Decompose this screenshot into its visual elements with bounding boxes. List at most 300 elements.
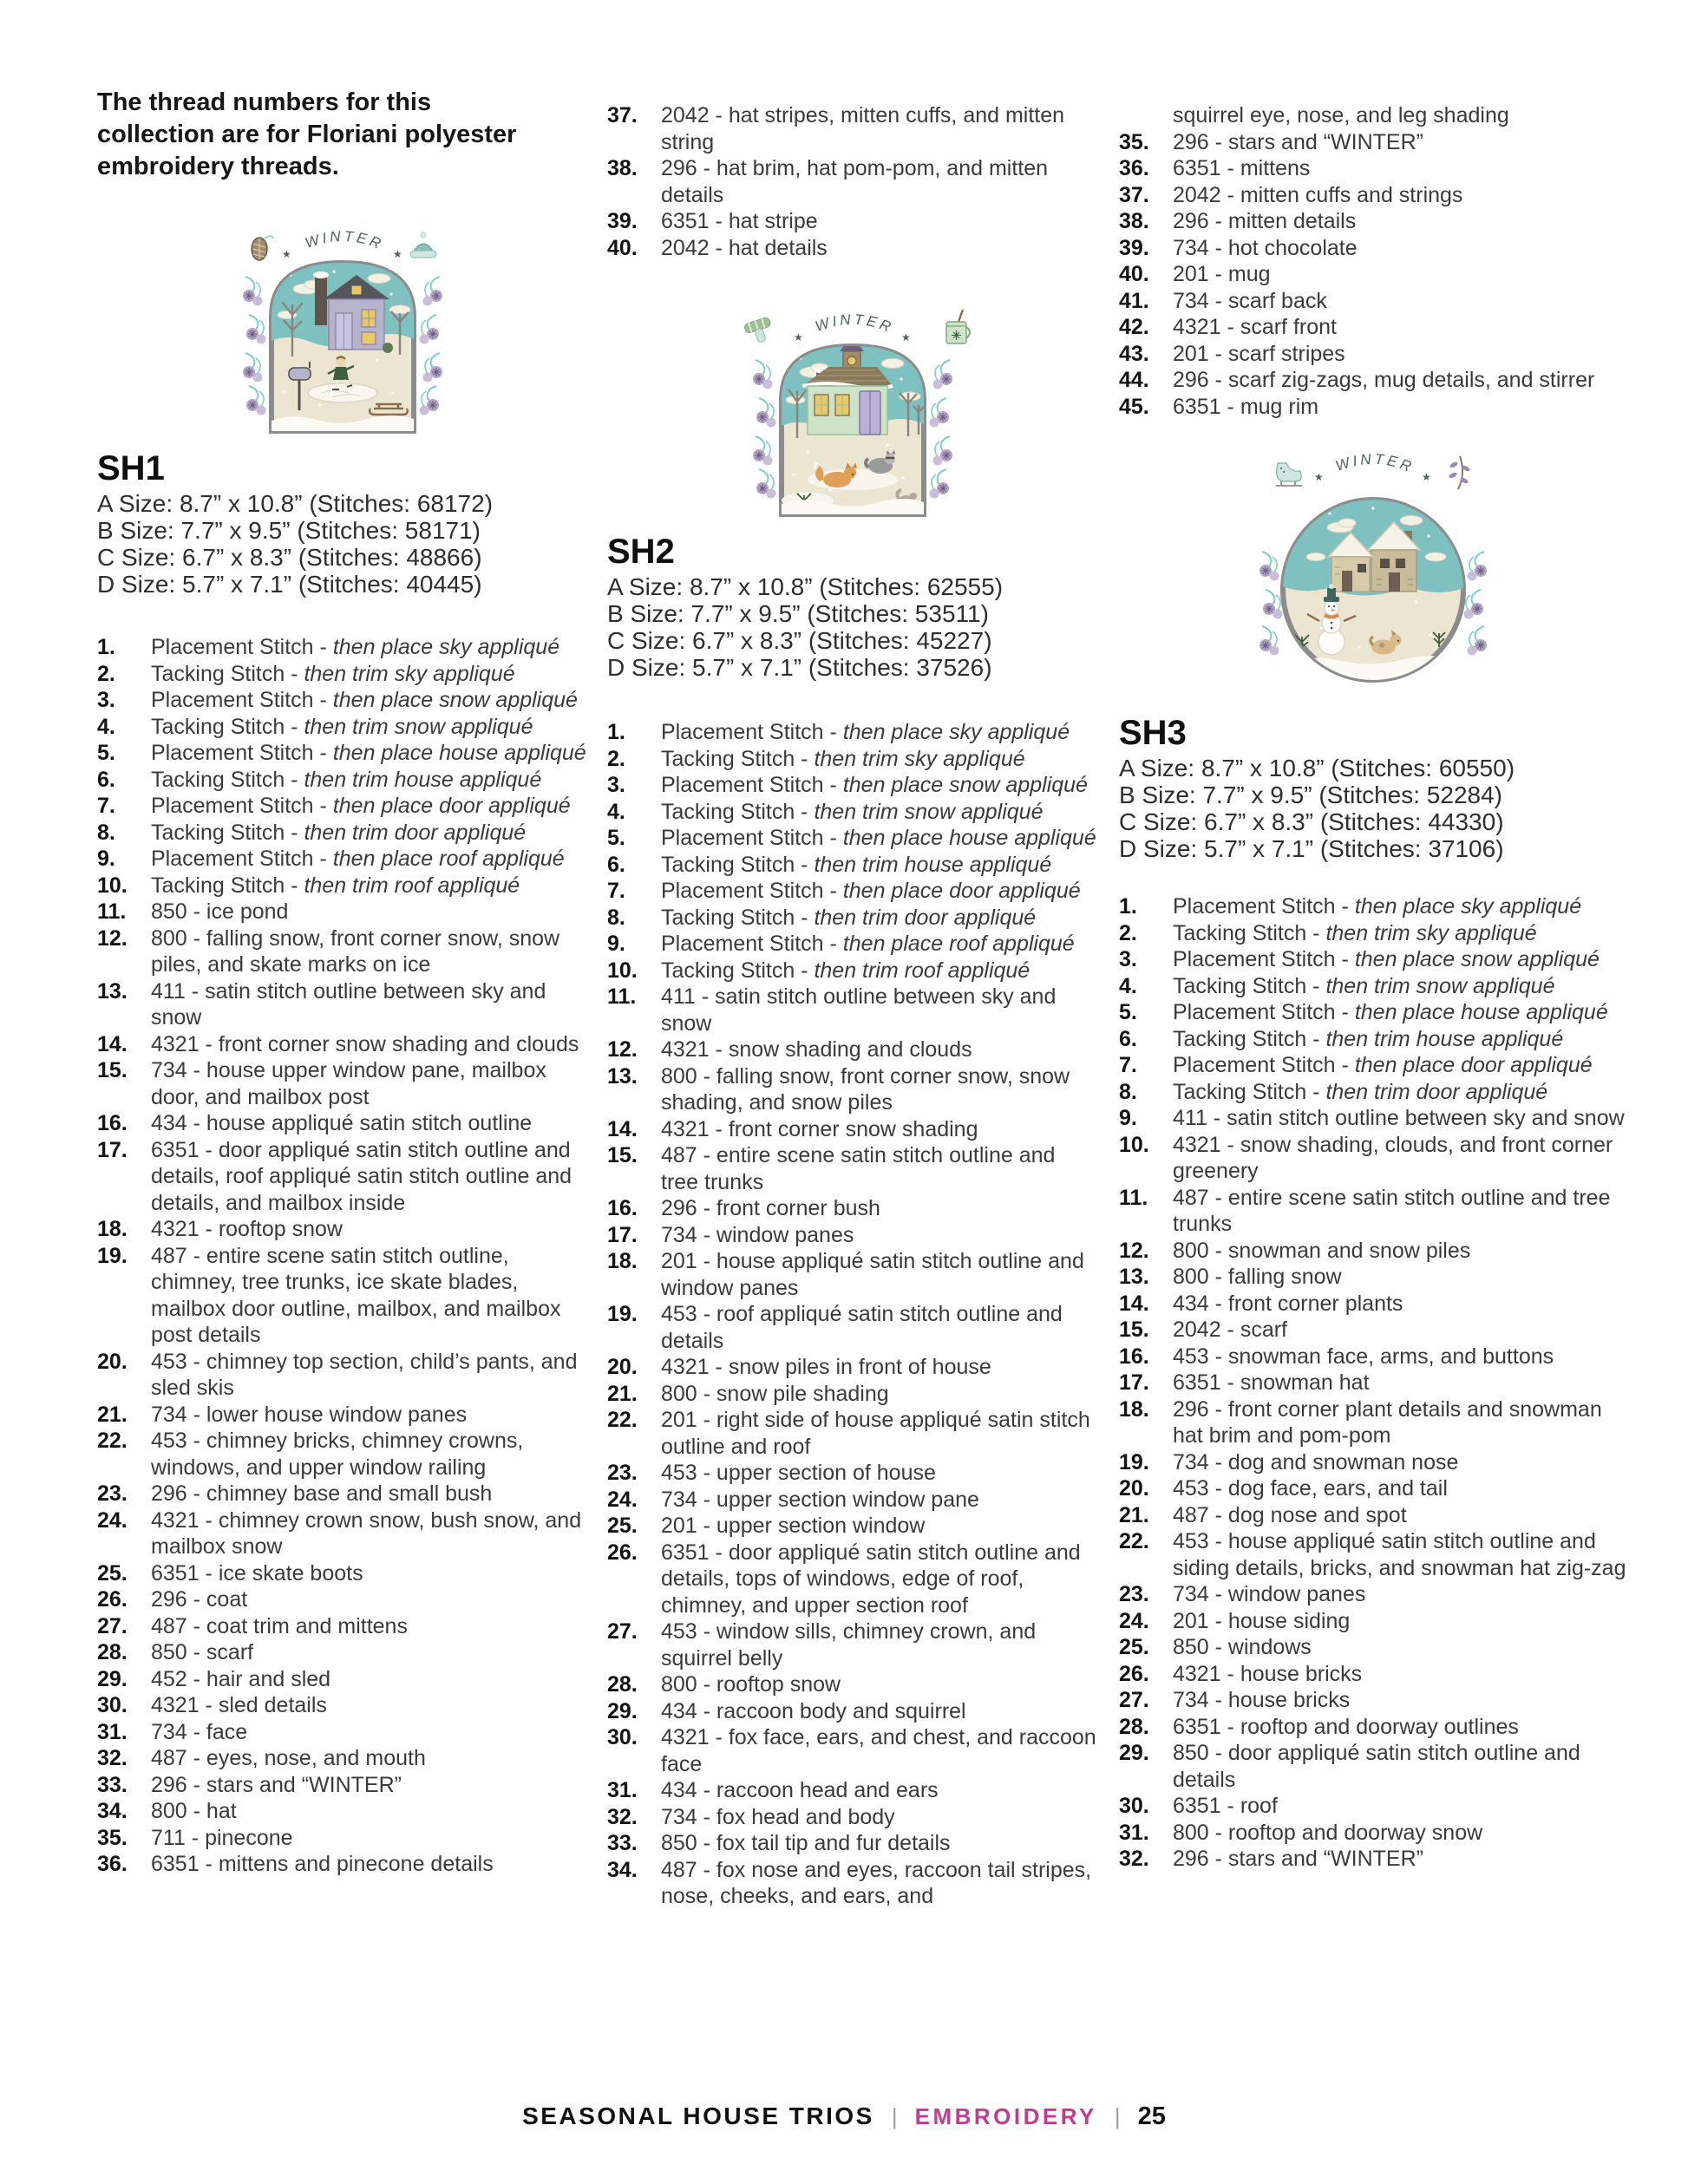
- step-text: 734 - house upper window pane, mailbox door, and mailbox post: [151, 1058, 546, 1109]
- list-item: [97, 925, 588, 978]
- step-number: 1.: [607, 720, 625, 744]
- list-item: [607, 825, 1098, 852]
- sh2-title: SH2: [607, 533, 675, 571]
- winter-arc-label: WINTER: [303, 227, 386, 253]
- hat-icon: [410, 232, 436, 258]
- step-number: 32.: [1119, 1847, 1149, 1871]
- step-number: 10.: [607, 958, 638, 983]
- step-number: 21.: [607, 1381, 638, 1406]
- chimney: [315, 275, 327, 325]
- step-text: Tacking Stitch - then trim snow appliqué: [151, 714, 533, 739]
- step-number: 25.: [607, 1514, 638, 1538]
- list-item: [607, 852, 1098, 879]
- step-text: 434 - front corner plants: [1173, 1291, 1403, 1316]
- step-text: 2042 - mitten cuffs and strings: [1173, 182, 1463, 207]
- step-text: 453 - dog face, ears, and tail: [1173, 1476, 1448, 1501]
- list-item: [97, 793, 588, 820]
- step-text: Tacking Stitch - then trim door appliqué: [151, 820, 527, 845]
- list-item: [97, 1586, 588, 1613]
- list-item: [97, 1613, 588, 1640]
- list-item: [1119, 1820, 1627, 1847]
- bush: [383, 343, 393, 353]
- star-icon: ★: [282, 248, 291, 260]
- step-number: 30.: [607, 1725, 638, 1749]
- step-number: 43.: [1119, 341, 1149, 366]
- step-number: 3.: [607, 773, 625, 797]
- list-item: [1119, 946, 1627, 973]
- step-number: 4.: [1119, 973, 1137, 998]
- step-number: 31.: [607, 1778, 638, 1802]
- step-number: 12.: [97, 925, 128, 951]
- step-text: 453 - roof appliqué satin stitch outline and details: [661, 1302, 1063, 1353]
- list-item: [1119, 893, 1627, 920]
- list-item: [607, 1354, 1098, 1381]
- step-text: 296 - hat brim, hat pom-pom, and mitten details: [661, 156, 1049, 207]
- step-text: 487 - entire scene satin stitch outline and tree trunks: [1173, 1185, 1611, 1236]
- list-item: [607, 1804, 1098, 1831]
- step-number: 20.: [607, 1355, 638, 1379]
- step-text: Placement Stitch - then place door appliqué: [151, 794, 571, 818]
- step-text: 4321 - sled details: [151, 1693, 327, 1717]
- column-middle: [607, 0, 1098, 1910]
- step-text: 6351 - rooftop and doorway outlines: [1173, 1714, 1519, 1739]
- door: [1342, 571, 1352, 592]
- step-number: 7.: [1119, 1053, 1137, 1077]
- step-text: 6351 - mug rim: [1173, 394, 1319, 419]
- step-text: 734 - lower house window panes: [151, 1402, 468, 1427]
- step-number: 27.: [1119, 1688, 1149, 1712]
- window: [362, 332, 376, 344]
- step-text: 6351 - door appliqué satin stitch outline and details, roof appliqué satin stitch outline and details, and mailbox inside: [151, 1137, 572, 1215]
- step-text: 4321 - snow shading and clouds: [661, 1037, 972, 1062]
- window: [1380, 559, 1390, 568]
- step-text: 453 - upper section of house: [661, 1461, 936, 1485]
- step-number: 5.: [607, 826, 625, 850]
- page-footer: [0, 2102, 1688, 2131]
- star-icon: ★: [1314, 471, 1324, 483]
- step-number: 15.: [607, 1143, 638, 1167]
- step-number: 22.: [97, 1429, 128, 1453]
- list-item: [1119, 1291, 1627, 1318]
- size-line: C Size: 6.7” x 8.3” (Stitches: 45227): [607, 627, 992, 654]
- step-number: 24.: [607, 1487, 638, 1512]
- step-text: 734 - face: [151, 1719, 248, 1744]
- step-text: Placement Stitch - then place roof appliqué: [151, 847, 565, 871]
- step-number: 39.: [607, 209, 638, 233]
- list-item: [1119, 341, 1627, 368]
- step-text: 296 - stars and “WINTER”: [151, 1772, 402, 1797]
- step-text: 4321 - fox face, ears, and chest, and raccoon face: [661, 1725, 1096, 1776]
- step-number: 9.: [607, 932, 625, 956]
- sh3-embroidery-image: [1119, 441, 1627, 701]
- step-text: 2042 - hat details: [661, 235, 828, 260]
- step-text: 201 - right side of house appliqué satin stitch outline and roof: [661, 1408, 1090, 1459]
- list-item: [1119, 1344, 1627, 1370]
- step-number: 20.: [1119, 1476, 1149, 1501]
- step-number: 36.: [97, 1852, 128, 1876]
- list-item: [97, 661, 588, 688]
- step-number: 45.: [1119, 394, 1149, 419]
- step-text: 800 - rooftop snow: [661, 1672, 841, 1697]
- list-item: [607, 1222, 1098, 1249]
- step-number: 12.: [607, 1037, 638, 1062]
- step-text: 4321 - chimney crown snow, bush snow, and mailbox snow: [151, 1507, 582, 1559]
- step-number: 13.: [97, 978, 128, 1004]
- step-text: 296 - stars and “WINTER”: [1173, 129, 1423, 154]
- sh1-sizes: [97, 490, 588, 598]
- step-text: 6351 - mittens and pinecone details: [151, 1852, 494, 1876]
- step-number: 33.: [97, 1772, 128, 1797]
- step-text: 734 - fox head and body: [661, 1804, 895, 1829]
- step-text: 800 - falling snow, front corner snow, snow shading, and snow piles: [661, 1063, 1070, 1115]
- step-number: 17.: [97, 1137, 128, 1162]
- step-text: 453 - chimney bricks, chimney crowns, windows, and upper window railing: [151, 1429, 524, 1480]
- list-item: [1119, 394, 1627, 421]
- list-item: [607, 772, 1098, 799]
- step-number: 14.: [607, 1116, 638, 1141]
- step-text: 800 - falling snow: [1173, 1265, 1342, 1289]
- clock: [847, 356, 856, 365]
- step-text: 434 - raccoon body and squirrel: [661, 1698, 966, 1723]
- list-item: [607, 1487, 1098, 1514]
- step-number: 18.: [97, 1217, 128, 1241]
- step-text: 4321 - snow shading, clouds, and front corner greenery: [1173, 1132, 1613, 1183]
- list-item: [607, 1381, 1098, 1408]
- list-item: [607, 1036, 1098, 1063]
- step-text: 434 - raccoon head and ears: [661, 1778, 939, 1802]
- step-number: 2.: [1119, 920, 1137, 945]
- step-number: 16.: [1119, 1344, 1149, 1369]
- step-number: 16.: [607, 1196, 638, 1220]
- list-item: [607, 1301, 1098, 1354]
- step-number: 19.: [97, 1243, 128, 1268]
- step-text: 4321 - rooftop snow: [151, 1217, 343, 1241]
- list-item: [1119, 999, 1627, 1026]
- list-item: [97, 978, 588, 1031]
- list-item: [97, 1031, 588, 1058]
- step-text: Placement Stitch - then place house appliqué: [661, 826, 1096, 850]
- list-item: [607, 1698, 1098, 1725]
- step-text: 4321 - snow piles in front of house: [661, 1355, 991, 1379]
- list-item: [607, 878, 1098, 905]
- intro-line: embroidery threads.: [97, 153, 339, 180]
- step-number: 32.: [607, 1804, 638, 1829]
- step-text: 296 - mitten details: [1173, 209, 1357, 233]
- step-number: 17.: [607, 1222, 638, 1247]
- sh2-embroidery-image: [607, 296, 1098, 520]
- step-number: 27.: [607, 1619, 638, 1644]
- step-text: 296 - chimney base and small bush: [151, 1481, 493, 1506]
- step-number: 25.: [1119, 1635, 1149, 1659]
- step-number: 6.: [97, 767, 115, 792]
- step-text: 800 - snowman and snow piles: [1173, 1238, 1471, 1263]
- list-item: [97, 1243, 588, 1349]
- step-text: Placement Stitch - then place house appliqué: [151, 741, 586, 765]
- list-item: [607, 1142, 1098, 1195]
- step-number: 36.: [1119, 156, 1149, 180]
- step-text: 453 - window sills, chimney crown, and squirrel belly: [661, 1619, 1037, 1671]
- list-item: [1119, 1475, 1627, 1502]
- step-text: 6351 - snowman hat: [1173, 1370, 1370, 1395]
- step-number: 5.: [1119, 1000, 1137, 1024]
- column-right: [1119, 0, 1627, 1873]
- footer-page-number: 25: [1137, 2102, 1166, 2130]
- footer-title: SEASONAL HOUSE TRIOS: [522, 2102, 874, 2129]
- size-line: C Size: 6.7” x 8.3” (Stitches: 44330): [1119, 808, 1504, 835]
- list-item: [1119, 1714, 1627, 1741]
- window: [1358, 564, 1366, 572]
- list-item: [1119, 1502, 1627, 1529]
- size-line: B Size: 7.7” x 9.5” (Stitches: 53511): [607, 600, 989, 627]
- step-text: 734 - hot chocolate: [1173, 235, 1358, 260]
- step-text: Placement Stitch - then place snow appliqué: [151, 688, 578, 712]
- step-number: 19.: [607, 1302, 638, 1326]
- intro-line: collection are for Floriani polyester: [97, 121, 517, 148]
- step-text: 453 - house appliqué satin stitch outline and siding details, bricks, and snowman hat zig-zag: [1173, 1529, 1626, 1580]
- step-number: 37.: [607, 103, 638, 128]
- step-number: 26.: [607, 1540, 638, 1565]
- footer-separator: |: [1114, 2103, 1121, 2129]
- list-item: [607, 1618, 1098, 1671]
- list-item: [1119, 1052, 1627, 1079]
- step-text: 487 - entire scene satin stitch outline and tree trunks: [661, 1143, 1056, 1194]
- list-item: [1119, 1846, 1627, 1873]
- sh1-embroidery-image: [97, 213, 588, 436]
- step-text: 487 - eyes, nose, and mouth: [151, 1746, 426, 1770]
- list-item: [97, 1772, 588, 1799]
- step-text: 487 - entire scene satin stitch outline, chimney, tree trunks, ice skate blades, mailbox door outline, mailbox, and mailbox post details: [151, 1243, 561, 1347]
- step-text: 201 - scarf stripes: [1173, 341, 1345, 366]
- step-text: Tacking Stitch - then trim house appliqué: [661, 852, 1052, 877]
- list-item: [97, 1110, 588, 1137]
- list-item: [1119, 155, 1627, 182]
- step-text: 296 - coat: [151, 1587, 248, 1612]
- step-text: Tacking Stitch - then trim roof appliqué: [661, 958, 1030, 983]
- step-number: 4.: [607, 799, 625, 824]
- upper-window: [351, 285, 362, 295]
- sh2-sizes: [607, 573, 1098, 681]
- step-text: 487 - dog nose and spot: [1173, 1502, 1407, 1527]
- step-text: 296 - scarf zig-zags, mug details, and stirrer: [1173, 368, 1595, 392]
- step-text: 800 - falling snow, front corner snow, snow piles, and skate marks on ice: [151, 925, 560, 977]
- list-item: [607, 1513, 1098, 1540]
- step-text: 487 - coat trim and mittens: [151, 1613, 408, 1638]
- step-number: 1.: [1119, 894, 1137, 919]
- step-text: 201 - mug: [1173, 262, 1271, 286]
- sh2-step-list-continued: [1119, 102, 1627, 420]
- step-text: 850 - windows: [1173, 1635, 1312, 1659]
- list-item: [97, 1216, 588, 1243]
- list-item: [1119, 1185, 1627, 1238]
- step-number: 40.: [607, 235, 638, 260]
- list-item: [1119, 182, 1627, 209]
- list-item: [97, 714, 588, 741]
- list-item: [1119, 1132, 1627, 1185]
- size-line: D Size: 5.7” x 7.1” (Stitches: 37526): [607, 654, 992, 681]
- list-item: [1119, 367, 1627, 394]
- list-item: [97, 1402, 588, 1429]
- step-text: 6351 - roof: [1173, 1794, 1278, 1818]
- footer-section: EMBROIDERY: [914, 2103, 1097, 2129]
- size-line: B Size: 7.7” x 9.5” (Stitches: 52284): [1119, 781, 1502, 808]
- list-item: [607, 1724, 1098, 1777]
- step-number: 26.: [1119, 1661, 1149, 1686]
- step-text: 850 - door appliqué satin stitch outline and details: [1173, 1741, 1580, 1792]
- step-text: 434 - house appliqué satin stitch outline: [151, 1111, 533, 1135]
- list-item: [607, 1195, 1098, 1222]
- list-item: [1119, 1687, 1627, 1714]
- step-number: 40.: [1119, 262, 1149, 286]
- list-item: [607, 984, 1098, 1036]
- sh3-step-list: [1119, 893, 1627, 1873]
- size-line: A Size: 8.7” x 10.8” (Stitches: 60550): [1119, 755, 1515, 781]
- list-item: [97, 1851, 588, 1878]
- step-text: 4321 - front corner snow shading: [661, 1116, 978, 1141]
- list-item: [607, 155, 1098, 208]
- step-text: Placement Stitch - then place door appliqué: [1173, 1053, 1593, 1077]
- doorway: [1389, 572, 1400, 592]
- step-number: 8.: [1119, 1079, 1137, 1104]
- intro-text: [97, 87, 588, 183]
- sh3-title: SH3: [1119, 714, 1187, 752]
- step-number: 23.: [97, 1481, 128, 1506]
- step-text: 800 - rooftop and doorway snow: [1173, 1820, 1483, 1845]
- step-text: 452 - hair and sled: [151, 1666, 331, 1691]
- list-item: [97, 846, 588, 873]
- mug-icon: [946, 310, 970, 343]
- step-number: 22.: [1119, 1529, 1149, 1553]
- step-number: 6.: [607, 852, 625, 877]
- step-text: 487 - fox nose and eyes, raccoon tail stripes, nose, cheeks, and ears, and: [661, 1857, 1092, 1908]
- step-text: Tacking Stitch - then trim house appliqué: [151, 767, 542, 792]
- step-number: 42.: [1119, 315, 1149, 339]
- step-text: 850 - fox tail tip and fur details: [661, 1831, 951, 1855]
- list-item: [97, 820, 588, 847]
- step-number: 39.: [1119, 235, 1149, 260]
- list-item: [1119, 1449, 1627, 1476]
- list-item: [607, 1540, 1098, 1619]
- list-item: [607, 1830, 1098, 1857]
- list-item: [607, 1671, 1098, 1698]
- step-text: 734 - scarf back: [1173, 288, 1327, 313]
- step-number: 2.: [607, 746, 625, 771]
- step-text: 2042 - hat stripes, mitten cuffs, and mitten string: [661, 103, 1065, 154]
- spot: [1379, 643, 1384, 648]
- list-item: [97, 1349, 588, 1402]
- size-line: D Size: 5.7” x 7.1” (Stitches: 40445): [97, 571, 482, 598]
- list-item: [1119, 1528, 1627, 1581]
- step-text: Tacking Stitch - then trim sky appliqué: [1173, 920, 1537, 945]
- step-number: 34.: [607, 1857, 638, 1882]
- list-item: [97, 1428, 588, 1481]
- list-item: [97, 1639, 588, 1666]
- step-text: Tacking Stitch - then trim snow appliqué: [1173, 973, 1555, 998]
- step-text: squirrel eye, nose, and leg shading: [1173, 103, 1509, 128]
- step-text: Tacking Stitch - then trim roof appliqué: [151, 873, 520, 898]
- step-number: 18.: [607, 1249, 638, 1273]
- step-number: 31.: [1119, 1820, 1149, 1845]
- list-item: [97, 1481, 588, 1507]
- list-item: [97, 1560, 588, 1587]
- step-number: 23.: [607, 1461, 638, 1485]
- step-number: 24.: [1119, 1608, 1149, 1633]
- list-item: [1119, 1634, 1627, 1661]
- list-item: [1119, 1740, 1627, 1793]
- step-text: Tacking Stitch - then trim door appliqué: [1173, 1079, 1548, 1104]
- list-item: [607, 1460, 1098, 1487]
- step-number: 41.: [1119, 288, 1149, 313]
- list-item: [1119, 288, 1627, 315]
- step-number: 3.: [1119, 947, 1137, 971]
- list-item: [607, 235, 1098, 262]
- step-text: 734 - window panes: [661, 1222, 854, 1247]
- step-number: 14.: [97, 1031, 128, 1056]
- step-number: 30.: [97, 1693, 128, 1717]
- step-text: 734 - upper section window pane: [661, 1487, 979, 1512]
- ice-skate-icon: [1276, 463, 1302, 486]
- list-item: [607, 746, 1098, 773]
- column-left: [97, 0, 588, 1878]
- list-item: [1119, 129, 1627, 156]
- step-number: 11.: [1119, 1185, 1148, 1210]
- list-item: [1119, 1793, 1627, 1820]
- step-number: 37.: [1119, 182, 1149, 207]
- step-number: 10.: [97, 873, 128, 898]
- list-item: [97, 687, 588, 714]
- star-icon: ★: [393, 248, 402, 260]
- step-number: 11.: [97, 899, 127, 924]
- step-number: 17.: [1119, 1370, 1149, 1395]
- list-item: [1119, 1105, 1627, 1132]
- list-item: [97, 1719, 588, 1746]
- step-number: 34.: [97, 1799, 128, 1823]
- step-number: 18.: [1119, 1396, 1149, 1422]
- step-number: 13.: [1119, 1265, 1149, 1289]
- step-number: 32.: [97, 1746, 128, 1770]
- step-number: 13.: [607, 1063, 638, 1089]
- ice-pond: [308, 383, 377, 402]
- sprig-icon: [1448, 456, 1470, 489]
- list-item: [1119, 973, 1627, 1000]
- step-text: 711 - pinecone: [151, 1825, 293, 1850]
- list-item: [1119, 1079, 1627, 1106]
- step-number: 23.: [1119, 1582, 1149, 1606]
- step-number: 25.: [97, 1560, 128, 1586]
- list-item: [97, 1666, 588, 1693]
- tower-roof: [840, 336, 864, 351]
- step-text: 4321 - front corner snow shading and clouds: [151, 1031, 579, 1056]
- intro-line: The thread numbers for this: [97, 88, 432, 116]
- list-item: [1119, 261, 1627, 288]
- winter-arc-label: WINTER: [813, 311, 896, 337]
- step-number: 7.: [607, 879, 625, 903]
- step-text: 6351 - mittens: [1173, 156, 1311, 180]
- step-number: 8.: [607, 905, 625, 930]
- list-item: [1119, 1396, 1627, 1449]
- step-text: 850 - ice pond: [151, 899, 289, 924]
- step-text: Tacking Stitch - then trim house appliqué: [1173, 1026, 1564, 1051]
- step-text: 734 - house bricks: [1173, 1688, 1351, 1712]
- list-item: [607, 931, 1098, 958]
- list-item: [97, 740, 588, 767]
- list-item: [607, 208, 1098, 235]
- step-text: 453 - chimney top section, child’s pants, and sled skis: [151, 1349, 578, 1400]
- list-item: [607, 1116, 1098, 1143]
- sh3-sizes: [1119, 755, 1627, 862]
- list-item: [607, 1063, 1098, 1116]
- step-number: 28.: [97, 1640, 128, 1664]
- step-text: 6351 - hat stripe: [661, 209, 818, 233]
